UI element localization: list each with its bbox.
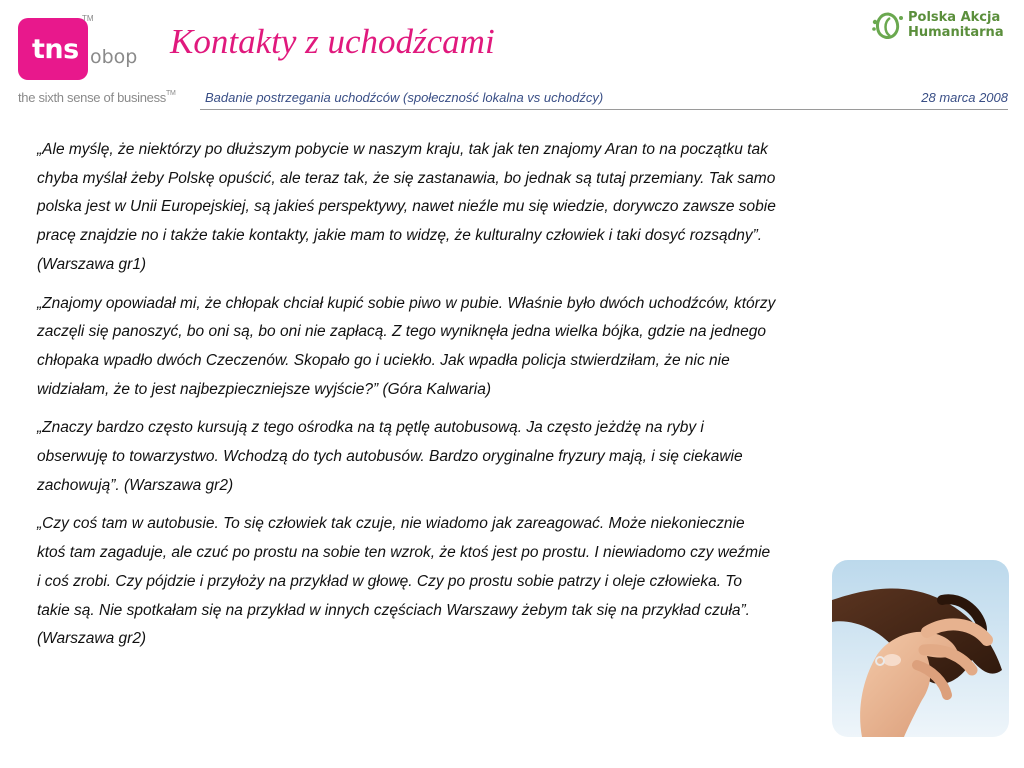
tns-trademark: TM: [82, 14, 94, 23]
report-date: 28 marca 2008: [921, 90, 1008, 105]
tagline-trademark: TM: [166, 90, 176, 97]
quotes-list: [37, 136, 777, 664]
pah-line-1: Polska Akcja: [908, 10, 1001, 25]
tns-tagline: [18, 90, 176, 105]
pah-line-2: Humanitarna: [908, 25, 1004, 40]
quote-paragraph: „Czy coś tam w autobusie. To się człowiek tak czuje, nie wiadomo jak zareagować. Może niekoniecznie ktoś tam zagaduje, ale czuć po prostu na sobie ten wzrok, że ktoś jest po prostu. I niewiadomo czy weźmie i coś zrobi. Czy pójdzie i przyłoży na przykład w głowę. Czy po prostu sobie patrzy i oleje człowieka. To takie są. Nie spotkałam się na przykład w innych częściach Warszawy żebym tak się na przykład czuła”. (Warszawa gr2): [37, 515, 771, 648]
quote-paragraph: „Ale myślę, że niektórzy po dłuższym pobycie w naszym kraju, tak jak ten znajomy Aran to na początku tak chyba myślał żeby Polskę opuścić, ale teraz tak, że się zastanawia, bo jednak są tutaj przemiany. Tak samo polska jest w Unii Europejskiej, są jakieś perspektywy, nawet nieźle mu się wiedzie, dorywczo zawsze sobie pracę znajdzie no i także takie kontakty, jakie mam to widzę, że kulturalny człowiek i taki dosyć rozsądny”. (Warszawa gr1): [37, 141, 776, 273]
quote-paragraph: „Znajomy opowiadał mi, że chłopak chciał kupić sobie piwo w pubie. Właśnie było dwóch uchodźców, którzy zaczęli się panoszyć, bo oni są, bo oni nie zapłacą. Z tego wyniknęła jedna wielka bójka, gdzie na jednego chłopaka wpadło dwóch Czeczenów. Skopało go i uciekło. Jak wpadła policja stwierdziłam, że nic nie widziałam, że to jest najbezpieczniejsze wyjście?” (Góra Kalwaria): [37, 294, 776, 398]
study-subtitle: Badanie postrzegania uchodźców (społeczność lokalna vs uchodźcy): [205, 90, 604, 105]
pah-leaf-icon: [870, 8, 906, 44]
tns-logo-box: [18, 18, 88, 80]
pah-logo-text: [908, 10, 1004, 40]
quote-paragraph: „Znaczy bardzo często kursują z tego ośrodka na tą pętlę autobusową. Ja często jeżdżę na ryby i obserwuję to towarzystwo. Wchodzą do tych autobusów. Bardzo oryginalne fryzury mają, i się ciekawie zachowują”. (Warszawa gr2): [37, 419, 743, 494]
tns-logo-text: tns: [32, 34, 79, 65]
slide-title: Kontakty z uchodźcami: [170, 22, 495, 61]
holding-hands-photo: [832, 560, 1009, 737]
holding-hands-image: [832, 560, 1009, 737]
tns-obop-logo: [18, 14, 168, 88]
header-divider: [200, 109, 1008, 110]
obop-logo-text: obop: [90, 46, 138, 68]
tagline-text: the sixth sense of business: [18, 90, 166, 105]
pah-logo: [870, 8, 1020, 44]
